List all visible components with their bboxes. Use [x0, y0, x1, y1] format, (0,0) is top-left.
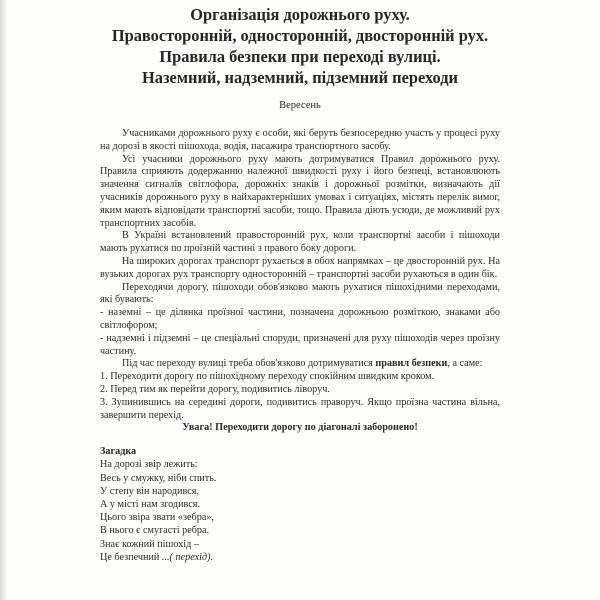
paragraph-crossings: Переходячи дорогу, пішоходи обов'язково мають рухатися пішохідними переходами, які бувають: — [100, 281, 500, 306]
safety-rules-term: правил безпеки — [375, 358, 448, 370]
rule-item-2: 2. Перед тим як перейти дорогу, подивитись ліворуч. — [100, 383, 330, 395]
paragraph-safety-intro — [100, 358, 500, 371]
riddle-title: Загадка — [100, 446, 137, 458]
title-line-4: Наземний, надземний, підземний переходи — [142, 68, 458, 87]
document-title — [100, 4, 500, 88]
riddle-last-start: Це безпечний — [100, 551, 162, 563]
document-body — [100, 128, 500, 435]
paragraph-two-way: На широких дорогах транспорт рухається в обох напрямках – це двосторонній рух. На вузьких дорогах рух транспорту односторонній – транспортні засоби рухаються в один бік. — [100, 255, 500, 280]
paragraph-participants: Учасниками дорожнього руху є особи, які беруть безпосередню участь у процесі руху на дорозі в якості пішохода, водія, пасажира транспортного засобу. — [100, 128, 500, 152]
month-label: Вересень — [279, 100, 321, 111]
riddle-line: На дорозі звір лежить: — [100, 459, 198, 471]
riddle-line: У степу він народився, — [100, 485, 199, 497]
paragraph-rules: Усі учасники дорожнього руху мають дотримуватися Правил дорожнього руху. Правила сприяють додержанню належної швидкості руху і його безпеці, встановлюють значення сигналів світлофора, дорожніх знаків і дорожньої розмітки, визначають дії учасників дорожнього руху в найхарактерніших умовах і ситуаціях, містять перелік вимог, яким мають відповідати транспортні засоби, тощо. Правила діють усюди, де можливий рух транспортних засобів. — [100, 153, 500, 229]
riddle-last-line — [100, 551, 500, 564]
riddle-line: Цього звіра звати «зебра», — [100, 512, 214, 524]
rule-item-3: 3. Зупинившись на середині дороги, подивитись праворуч. Якщо проїзна частина вільна, завершити перехід. — [100, 396, 500, 421]
paragraph-over-under-crossing: - надземні і підземні – це спеціальні споруди, призначені для руху пішоходів через проїзну частину. — [100, 332, 500, 357]
riddle-line: В нього є смугасті ребра. — [100, 525, 210, 537]
safety-intro-end: , а саме: — [447, 358, 483, 370]
title-line-2: Правосторонній, односторонній, двосторонній рух. — [111, 26, 489, 45]
safety-intro-start: Під час переходу вулиці треба обов'язково дотримуватися — [122, 358, 376, 370]
title-line-1: Організація дорожнього руху. — [190, 5, 410, 24]
page-edge-shadow — [0, 0, 8, 600]
rule-item-1: 1. Переходити дорогу по пішохідному переходу спокійним швидким кроком. — [100, 371, 435, 383]
paragraph-ground-crossing: - наземні – це ділянка проїзної частини, позначена дорожньою розміткою, знаками або світлофором; — [100, 307, 500, 331]
warning-text: Увага! Переходити дорогу по діагоналі заборонено! — [182, 422, 418, 434]
riddle-section — [100, 445, 500, 564]
title-line-3: Правила безпеки при переході вулиці. — [159, 47, 441, 66]
riddle-line: А у місті нам згодився. — [100, 498, 201, 510]
riddle-answer: ...( перехід). — [161, 551, 214, 563]
paragraph-right-hand: В Україні встановлений правосторонній рух, коли транспортні засоби і пішоходи мають рухатися по проїзній частині з правого боку дороги. — [100, 230, 500, 255]
riddle-line: Весь у смужку, ніби спить. — [100, 472, 217, 484]
riddle-line: Знає кожний пішохід – — [100, 538, 199, 550]
